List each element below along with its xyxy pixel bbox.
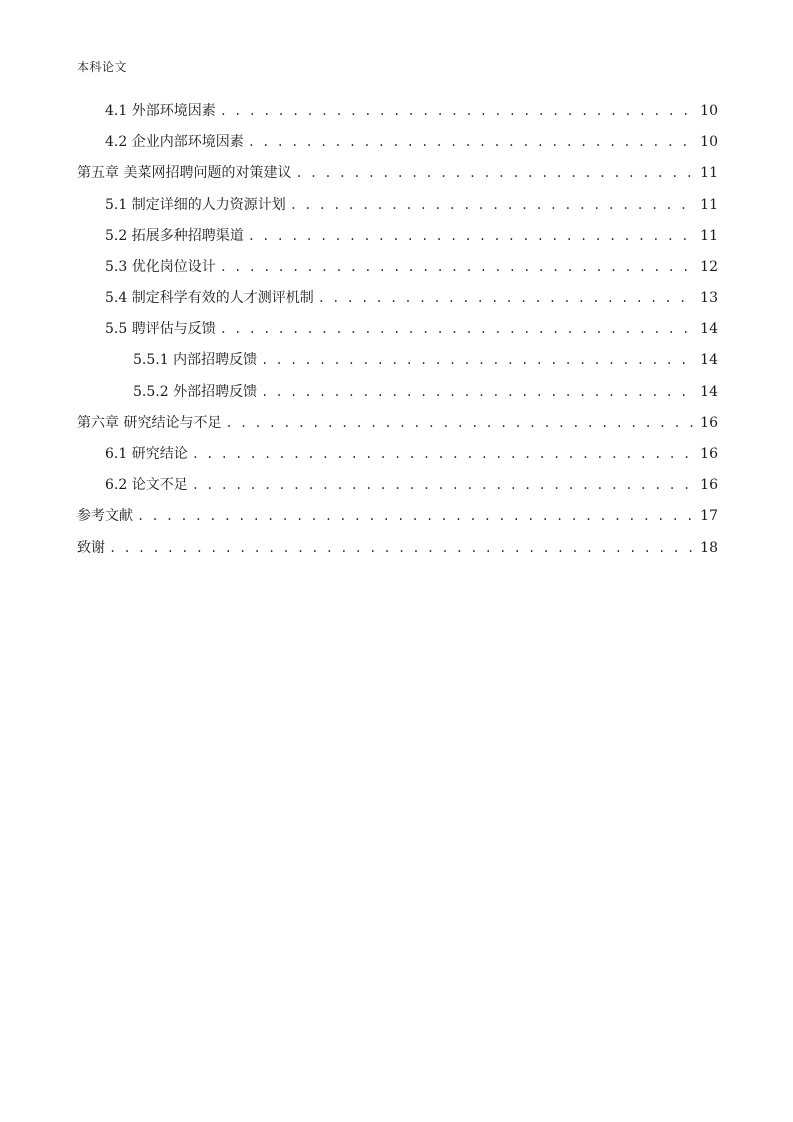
toc-entry[interactable]	[77, 158, 718, 189]
toc-page-number: 17	[700, 508, 718, 525]
running-header: 本科论文	[77, 60, 128, 74]
toc-page-number: 10	[700, 102, 718, 119]
toc-dot-leader	[192, 439, 694, 470]
toc-page-number: 11	[700, 165, 718, 182]
toc-entry[interactable]	[77, 127, 718, 158]
toc-page-number: 14	[700, 352, 718, 369]
toc-page-number: 10	[700, 134, 718, 151]
toc-dot-leader	[290, 190, 694, 221]
toc-page-number: 18	[700, 539, 718, 556]
toc-page-number: 14	[700, 321, 718, 338]
toc-entry[interactable]	[77, 408, 718, 439]
toc-entry[interactable]	[77, 252, 718, 283]
toc-dot-leader	[220, 252, 694, 283]
toc-entry-title: 5.1 制定详细的人力资源计划	[105, 196, 286, 213]
toc-entry-title: 5.5 聘评估与反馈	[105, 321, 216, 338]
toc-page-number: 12	[700, 258, 718, 275]
toc-entry[interactable]	[77, 346, 718, 377]
toc-page-number: 16	[700, 477, 718, 494]
toc-entry-title: 6.1 研究结论	[105, 446, 188, 463]
toc-page-number: 11	[700, 196, 718, 213]
toc-entry-title: 参考文献	[77, 508, 133, 525]
toc-dot-leader	[248, 127, 694, 158]
toc-entry-title: 5.3 优化岗位设计	[105, 258, 216, 275]
toc-entry-title: 5.4 制定科学有效的人才测评机制	[105, 290, 314, 307]
toc-page-number: 16	[700, 446, 718, 463]
toc-dot-leader	[261, 346, 694, 377]
toc-entry-title: 5.5.1 内部招聘反馈	[133, 352, 258, 369]
toc-entry-title: 致谢	[77, 539, 105, 556]
toc-dot-leader	[137, 501, 694, 532]
toc-entry[interactable]	[77, 501, 718, 532]
toc-entry-title: 第六章 研究结论与不足	[77, 414, 222, 431]
toc-dot-leader	[192, 470, 694, 501]
toc-entry[interactable]	[77, 439, 718, 470]
toc-dot-leader	[318, 283, 694, 314]
toc-dot-leader	[220, 314, 694, 345]
toc-entry[interactable]	[77, 314, 718, 345]
table-of-contents	[77, 96, 718, 564]
toc-entry[interactable]	[77, 190, 718, 221]
toc-entry[interactable]	[77, 221, 718, 252]
toc-entry-title: 5.2 拓展多种招聘渠道	[105, 227, 244, 244]
toc-page-number: 16	[700, 414, 718, 431]
toc-entry[interactable]	[77, 470, 718, 501]
toc-entry[interactable]	[77, 283, 718, 314]
toc-dot-leader	[261, 377, 694, 408]
toc-dot-leader	[248, 221, 694, 252]
toc-dot-leader	[220, 96, 694, 127]
toc-entry[interactable]	[77, 533, 718, 564]
toc-entry-title: 4.1 外部环境因素	[105, 102, 216, 119]
toc-page-number: 14	[700, 383, 718, 400]
toc-dot-leader	[295, 158, 694, 189]
toc-page-number: 13	[700, 290, 718, 307]
toc-page-number: 11	[700, 227, 718, 244]
toc-entry-title: 第五章 美菜网招聘问题的对策建议	[77, 165, 292, 182]
toc-entry-title: 5.5.2 外部招聘反馈	[133, 383, 258, 400]
toc-entry-title: 6.2 论文不足	[105, 477, 188, 494]
toc-dot-leader	[109, 533, 694, 564]
toc-dot-leader	[225, 408, 694, 439]
toc-entry[interactable]	[77, 96, 718, 127]
toc-entry-title: 4.2 企业内部环境因素	[105, 134, 244, 151]
toc-entry[interactable]	[77, 377, 718, 408]
